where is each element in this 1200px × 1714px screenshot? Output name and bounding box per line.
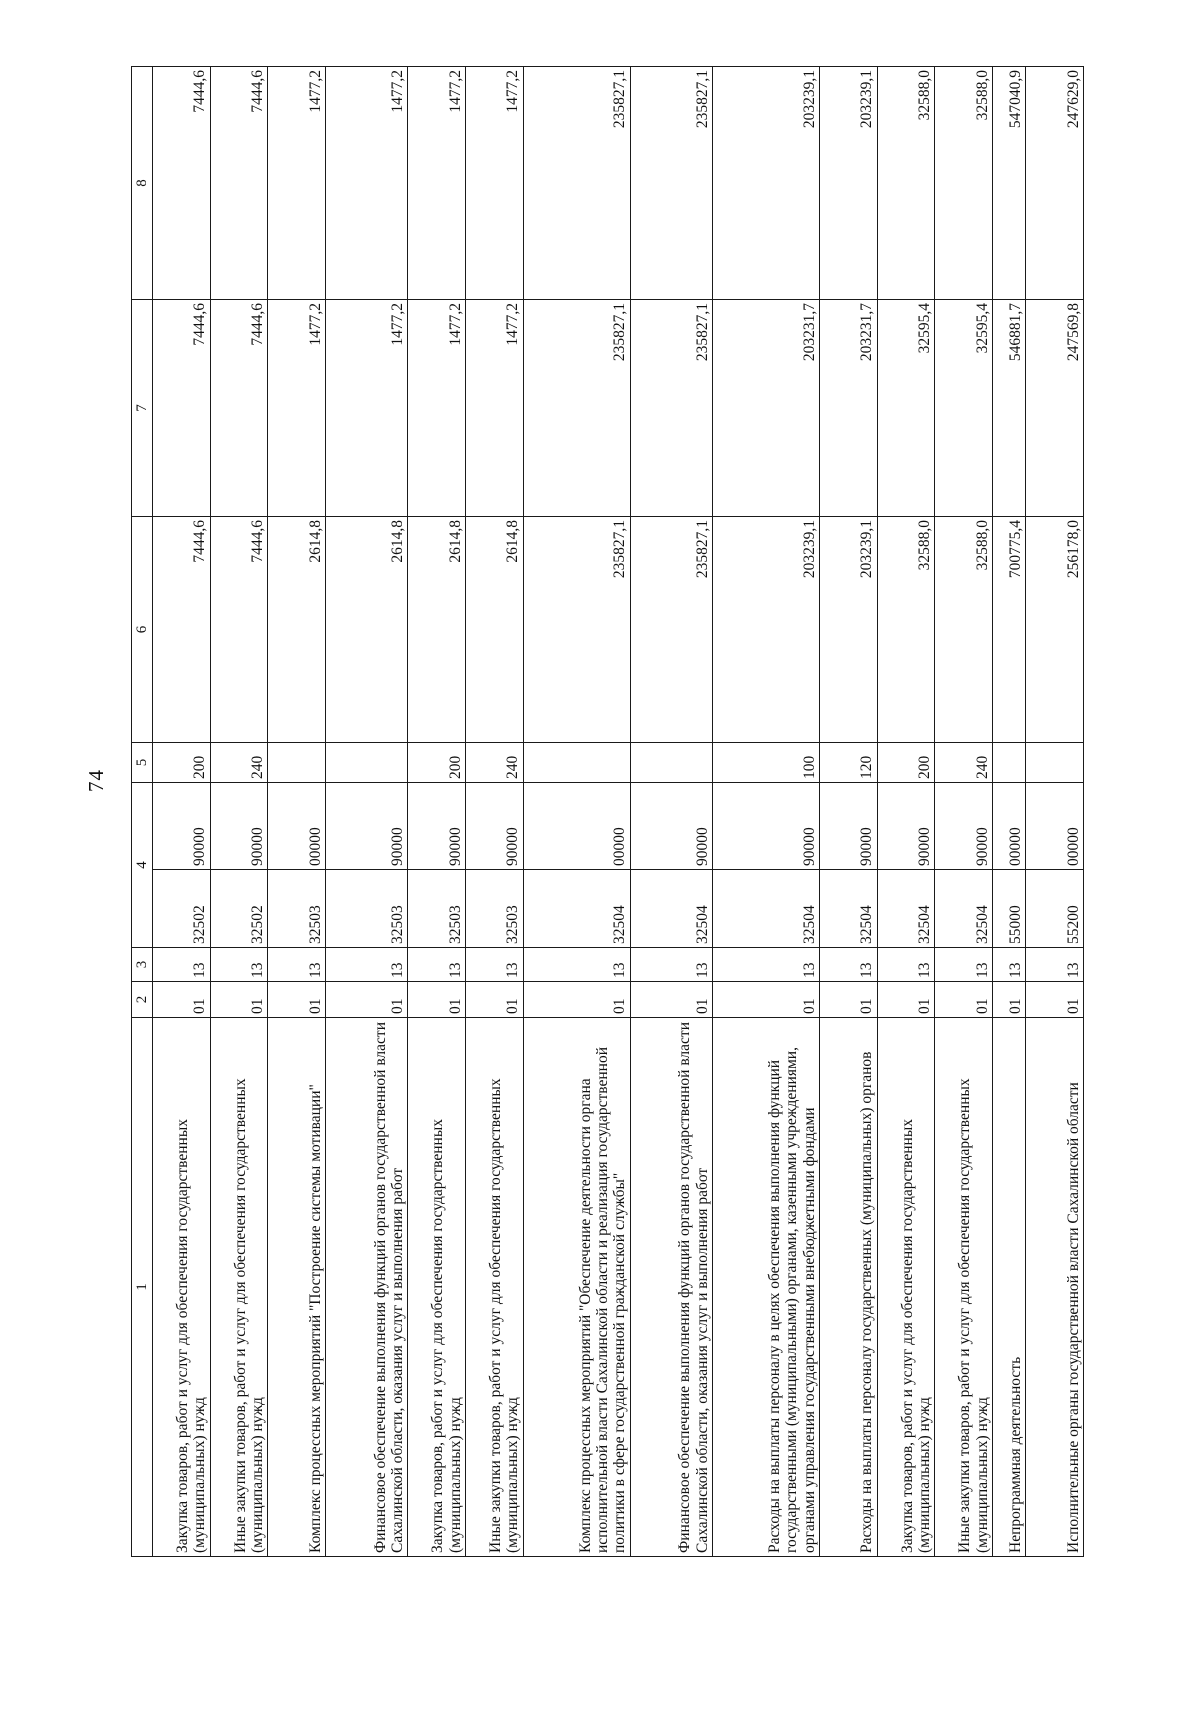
table-row — [466, 67, 524, 1557]
row-col6-cell: 7444,6 — [153, 517, 211, 743]
row-name-cell: Иные закупки товаров, работ и услуг для обеспечения государственных (муниципальных) нужд — [210, 1018, 268, 1557]
table-row — [713, 67, 820, 1557]
row-col7-cell: 203231,7 — [713, 300, 820, 517]
row-col6-cell: 2614,8 — [326, 517, 408, 743]
row-col6-cell: 32588,0 — [935, 517, 993, 743]
row-col4-program-cell: 32503 — [408, 870, 466, 948]
table-row — [820, 67, 878, 1557]
row-col4-program-cell: 32502 — [210, 870, 268, 948]
row-col2-cell: 01 — [935, 982, 993, 1018]
row-col6-cell: 235827,1 — [630, 517, 712, 743]
row-col8-cell: 7444,6 — [153, 67, 211, 300]
row-col3-cell: 13 — [408, 948, 466, 982]
row-col7-cell: 1477,2 — [268, 300, 326, 517]
row-name-cell: Исполнительные органы государственной власти Сахалинской области — [1026, 1018, 1084, 1557]
table-header-row — [132, 67, 153, 1557]
row-name-cell: Непрограммная деятельность — [993, 1018, 1026, 1557]
row-col2-cell: 01 — [1026, 982, 1084, 1018]
header-col-1: 1 — [132, 1018, 153, 1557]
row-col4-program-cell: 32504 — [630, 870, 712, 948]
row-col4-direction-cell: 90000 — [210, 783, 268, 870]
row-col4-direction-cell: 90000 — [935, 783, 993, 870]
row-col2-cell: 01 — [408, 982, 466, 1018]
row-col2-cell: 01 — [268, 982, 326, 1018]
row-col4-direction-cell: 90000 — [877, 783, 935, 870]
table-row — [153, 67, 211, 1557]
row-col3-cell: 13 — [153, 948, 211, 982]
row-col5-cell — [993, 743, 1026, 783]
row-col2-cell: 01 — [877, 982, 935, 1018]
row-col3-cell: 13 — [935, 948, 993, 982]
header-col-7: 7 — [132, 300, 153, 517]
row-col3-cell: 13 — [820, 948, 878, 982]
row-col8-cell: 1477,2 — [466, 67, 524, 300]
row-name-cell: Закупка товаров, работ и услуг для обеспечения государственных (муниципальных) нужд — [153, 1018, 211, 1557]
row-col2-cell: 01 — [630, 982, 712, 1018]
row-name-cell: Иные закупки товаров, работ и услуг для обеспечения государственных (муниципальных) нужд — [466, 1018, 524, 1557]
row-col4-program-cell: 32504 — [713, 870, 820, 948]
header-col-6: 6 — [132, 517, 153, 743]
row-col2-cell: 01 — [820, 982, 878, 1018]
row-col2-cell: 01 — [993, 982, 1026, 1018]
row-col7-cell: 546881,7 — [993, 300, 1026, 517]
header-col-2: 2 — [132, 982, 153, 1018]
row-col5-cell: 200 — [153, 743, 211, 783]
row-col4-direction-cell: 00000 — [268, 783, 326, 870]
table-row — [326, 67, 408, 1557]
table-row — [408, 67, 466, 1557]
table-row — [630, 67, 712, 1557]
row-col3-cell: 13 — [326, 948, 408, 982]
row-col4-direction-cell: 90000 — [153, 783, 211, 870]
row-col6-cell: 2614,8 — [268, 517, 326, 743]
row-col3-cell: 13 — [630, 948, 712, 982]
table-row — [1026, 67, 1084, 1557]
row-col2-cell: 01 — [326, 982, 408, 1018]
row-col8-cell: 547040,9 — [993, 67, 1026, 300]
row-col2-cell: 01 — [466, 982, 524, 1018]
row-col8-cell: 32588,0 — [877, 67, 935, 300]
row-col4-program-cell: 32504 — [935, 870, 993, 948]
row-col6-cell: 7444,6 — [210, 517, 268, 743]
header-col-4: 4 — [132, 783, 153, 948]
row-col4-direction-cell: 90000 — [820, 783, 878, 870]
row-col7-cell: 235827,1 — [523, 300, 630, 517]
row-name-cell: Иные закупки товаров, работ и услуг для обеспечения государственных (муниципальных) нужд — [935, 1018, 993, 1557]
table-body — [153, 67, 1084, 1557]
row-col4-program-cell: 55000 — [993, 870, 1026, 948]
row-col6-cell: 2614,8 — [408, 517, 466, 743]
row-col5-cell: 240 — [466, 743, 524, 783]
row-name-cell: Закупка товаров, работ и услуг для обеспечения государственных (муниципальных) нужд — [408, 1018, 466, 1557]
row-col8-cell: 247629,0 — [1026, 67, 1084, 300]
row-col3-cell: 13 — [713, 948, 820, 982]
row-col2-cell: 01 — [713, 982, 820, 1018]
budget-table — [131, 66, 1084, 1557]
row-col3-cell: 13 — [1026, 948, 1084, 982]
row-col3-cell: 13 — [210, 948, 268, 982]
row-col7-cell: 247569,8 — [1026, 300, 1084, 517]
row-col6-cell: 203239,1 — [713, 517, 820, 743]
row-col8-cell: 32588,0 — [935, 67, 993, 300]
row-col3-cell: 13 — [268, 948, 326, 982]
row-col4-program-cell: 32502 — [153, 870, 211, 948]
row-col5-cell — [630, 743, 712, 783]
page-number: 74 — [84, 769, 108, 792]
budget-table-rotated — [131, 67, 1084, 1557]
row-col4-direction-cell: 90000 — [326, 783, 408, 870]
row-col4-program-cell: 32503 — [466, 870, 524, 948]
row-col5-cell — [268, 743, 326, 783]
row-col5-cell: 200 — [877, 743, 935, 783]
row-col4-program-cell: 55200 — [1026, 870, 1084, 948]
row-col4-direction-cell: 00000 — [523, 783, 630, 870]
row-name-cell: Комплекс процессных мероприятий "Обеспечение деятельности органа исполнительной власти Сахалинской области и реализация государственной политики в сфере государственной гражданской службы" — [523, 1018, 630, 1557]
row-col4-direction-cell: 90000 — [630, 783, 712, 870]
row-col7-cell: 32595,4 — [877, 300, 935, 517]
row-col3-cell: 13 — [523, 948, 630, 982]
row-col6-cell: 235827,1 — [523, 517, 630, 743]
row-col4-program-cell: 32504 — [877, 870, 935, 948]
row-name-cell: Закупка товаров, работ и услуг для обеспечения государственных (муниципальных) нужд — [877, 1018, 935, 1557]
row-col4-direction-cell: 90000 — [466, 783, 524, 870]
row-col3-cell: 13 — [993, 948, 1026, 982]
row-col7-cell: 1477,2 — [408, 300, 466, 517]
row-col5-cell: 240 — [210, 743, 268, 783]
row-name-cell: Финансовое обеспечение выполнения функций органов государственной власти Сахалинской области, оказания услуг и выполнения работ — [326, 1018, 408, 1557]
row-col8-cell: 7444,6 — [210, 67, 268, 300]
row-col6-cell: 2614,8 — [466, 517, 524, 743]
row-col5-cell: 200 — [408, 743, 466, 783]
row-col7-cell: 7444,6 — [153, 300, 211, 517]
table-row — [935, 67, 993, 1557]
row-col2-cell: 01 — [210, 982, 268, 1018]
row-col4-direction-cell: 90000 — [713, 783, 820, 870]
row-col7-cell: 32595,4 — [935, 300, 993, 517]
table-row — [523, 67, 630, 1557]
header-col-8: 8 — [132, 67, 153, 300]
row-col3-cell: 13 — [877, 948, 935, 982]
row-col6-cell: 256178,0 — [1026, 517, 1084, 743]
row-col8-cell: 203239,1 — [820, 67, 878, 300]
row-col7-cell: 7444,6 — [210, 300, 268, 517]
row-col4-program-cell: 32504 — [820, 870, 878, 948]
row-col5-cell: 120 — [820, 743, 878, 783]
row-col6-cell: 700775,4 — [993, 517, 1026, 743]
row-col8-cell: 1477,2 — [408, 67, 466, 300]
table-row — [210, 67, 268, 1557]
row-col5-cell — [1026, 743, 1084, 783]
row-col4-direction-cell: 00000 — [993, 783, 1026, 870]
row-name-cell: Расходы на выплаты персоналу государственных (муниципальных) органов — [820, 1018, 878, 1557]
row-col4-program-cell: 32503 — [326, 870, 408, 948]
row-col8-cell: 1477,2 — [326, 67, 408, 300]
table-row — [993, 67, 1026, 1557]
row-col7-cell: 1477,2 — [466, 300, 524, 517]
row-col6-cell: 203239,1 — [820, 517, 878, 743]
row-col4-direction-cell: 00000 — [1026, 783, 1084, 870]
row-name-cell: Расходы на выплаты персоналу в целях обеспечения выполнения функций государственными (муниципальными) органами, казенными учреждениями, органами управления государственными внебюджетными фондами — [713, 1018, 820, 1557]
row-col8-cell: 203239,1 — [713, 67, 820, 300]
row-col8-cell: 235827,1 — [523, 67, 630, 300]
table-row — [877, 67, 935, 1557]
row-col4-program-cell: 32503 — [268, 870, 326, 948]
row-col5-cell — [326, 743, 408, 783]
row-col6-cell: 32588,0 — [877, 517, 935, 743]
header-col-3: 3 — [132, 948, 153, 982]
row-col4-direction-cell: 90000 — [408, 783, 466, 870]
row-col3-cell: 13 — [466, 948, 524, 982]
row-col8-cell: 235827,1 — [630, 67, 712, 300]
row-col2-cell: 01 — [153, 982, 211, 1018]
row-col7-cell: 235827,1 — [630, 300, 712, 517]
row-name-cell: Комплекс процессных мероприятий "Построение системы мотивации" — [268, 1018, 326, 1557]
row-col5-cell: 240 — [935, 743, 993, 783]
row-col5-cell — [523, 743, 630, 783]
row-name-cell: Финансовое обеспечение выполнения функций органов государственной власти Сахалинской области, оказания услуг и выполнения работ — [630, 1018, 712, 1557]
row-col7-cell: 1477,2 — [326, 300, 408, 517]
header-col-5: 5 — [132, 743, 153, 783]
row-col5-cell: 100 — [713, 743, 820, 783]
row-col2-cell: 01 — [523, 982, 630, 1018]
table-row — [268, 67, 326, 1557]
row-col8-cell: 1477,2 — [268, 67, 326, 300]
row-col4-program-cell: 32504 — [523, 870, 630, 948]
row-col7-cell: 203231,7 — [820, 300, 878, 517]
